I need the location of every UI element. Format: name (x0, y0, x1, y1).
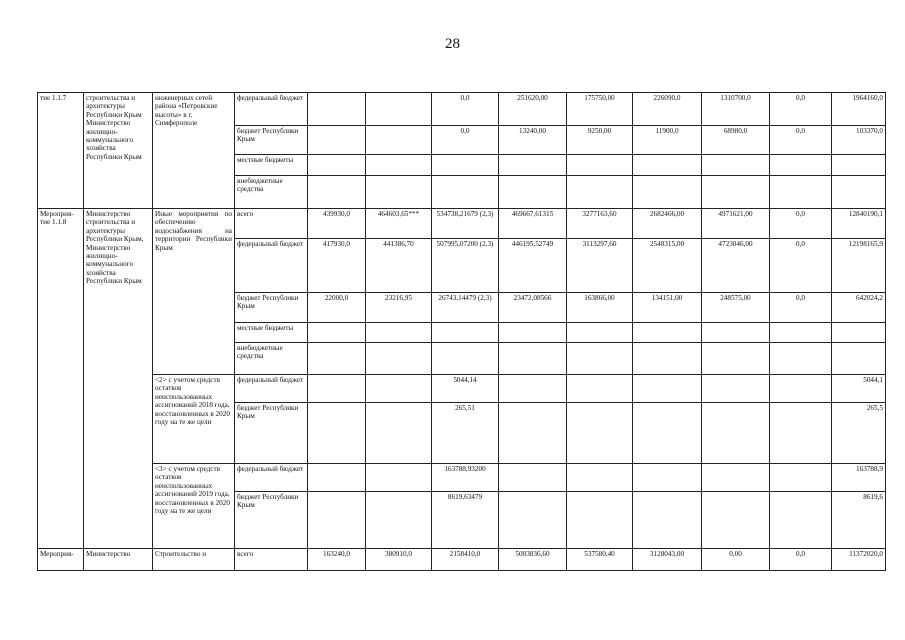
value-cell: 0,0 (432, 93, 499, 126)
value-cell: 163788,93200 (432, 464, 499, 492)
value-cell: 2548315,00 (633, 239, 702, 293)
table-row (38, 464, 886, 492)
value-cell: 23216,95 (366, 293, 432, 323)
value-cell (308, 126, 366, 155)
source-cell: федеральный бюджет (235, 375, 308, 403)
total-cell: 265,5 (832, 403, 886, 464)
value-cell: 417930,0 (308, 239, 366, 293)
description-cell: инженерных сетей района «Петровские высоты» в г. Симферополе (153, 93, 235, 209)
source-cell: федеральный бюджет (235, 464, 308, 492)
value-cell: 8619,63479 (432, 492, 499, 549)
value-cell: 265,51 (432, 403, 499, 464)
source-cell: всего (235, 549, 308, 571)
value-cell: 464603,65*** (366, 209, 432, 239)
value-cell: 2682466,00 (633, 209, 702, 239)
value-cell: 248575,00 (702, 293, 770, 323)
table-row (38, 209, 886, 239)
value-cell: 0,0 (432, 126, 499, 155)
source-cell: местные бюджеты (235, 323, 308, 343)
value-cell: 13240,00 (499, 126, 567, 155)
value-cell: 134151,00 (633, 293, 702, 323)
source-cell: внебюджетные средства (235, 176, 308, 209)
budget-table (37, 92, 886, 571)
executor-cell: строительства и архитектуры Республики Крым Министерство жилищно-коммунального хозяйства Республики Крым (84, 93, 153, 209)
value-cell: 251620,00 (499, 93, 567, 126)
table-row (38, 93, 886, 126)
value-cell: 507995,07200 (2,3) (432, 239, 499, 293)
page-number: 28 (445, 36, 460, 52)
value-cell: 68980,0 (702, 126, 770, 155)
value-cell: 0,00 (702, 549, 770, 571)
value-cell: 163866,00 (567, 293, 633, 323)
source-cell: федеральный бюджет (235, 93, 308, 126)
value-cell: 380910,0 (366, 549, 432, 571)
measure-label: Мероприя-тие 1.1.8 (38, 209, 84, 549)
description-cell: Иные мероприятия по обеспечению водоснабжения на территории Республики Крым (153, 209, 235, 375)
value-cell (308, 93, 366, 126)
value-cell: 23472,08566 (499, 293, 567, 323)
total-cell: 163788,9 (832, 464, 886, 492)
measure-label: Мероприя- (38, 549, 84, 571)
total-cell: 11372020,0 (832, 549, 886, 571)
value-cell: 0,0 (770, 549, 832, 571)
executor-cell: Министерство строительства и архитектуры Республики Крым, Министерство жилищно-коммунального хозяйства Республики Крым (84, 209, 153, 549)
value-cell: 11900,0 (633, 126, 702, 155)
source-cell: бюджет Республики Крым (235, 293, 308, 323)
total-cell: 8619,6 (832, 492, 886, 549)
value-cell: 0,0 (770, 93, 832, 126)
value-cell: 9250,00 (567, 126, 633, 155)
source-cell: бюджет Республики Крым (235, 126, 308, 155)
value-cell: 163240,0 (308, 549, 366, 571)
executor-cell: Министерство (84, 549, 153, 571)
table-row (38, 549, 886, 571)
value-cell: 1310700,0 (702, 93, 770, 126)
value-cell: 3113297,60 (567, 239, 633, 293)
total-cell: 1964160,0 (832, 93, 886, 126)
value-cell: 4971621,00 (702, 209, 770, 239)
value-cell: 5003836,60 (499, 549, 567, 571)
value-cell: 537580,40 (567, 549, 633, 571)
source-cell: местные бюджеты (235, 155, 308, 176)
value-cell: 226090,0 (633, 93, 702, 126)
source-cell: федеральный бюджет (235, 239, 308, 293)
source-cell: всего (235, 209, 308, 239)
value-cell (366, 93, 432, 126)
source-cell: бюджет Республики Крым (235, 403, 308, 464)
note-cell: <3> с учетом средств остатков неиспользованных ассигнований 2019 года, восстановленных в 2020 году на те же цели (153, 464, 235, 549)
value-cell: 3128043,00 (633, 549, 702, 571)
total-cell: 12840190,1 (832, 209, 886, 239)
total-cell: 5044,1 (832, 375, 886, 403)
value-cell: 26743,14479 (2,3) (432, 293, 499, 323)
description-cell: Строительство и (153, 549, 235, 571)
measure-label: тие 1.1.7 (38, 93, 84, 209)
total-cell: 103370,0 (832, 126, 886, 155)
value-cell: 2158410,0 (432, 549, 499, 571)
value-cell (366, 126, 432, 155)
source-cell: внебюджетные средства (235, 343, 308, 375)
value-cell: 22000,0 (308, 293, 366, 323)
value-cell: 3277163,60 (567, 209, 633, 239)
total-cell: 12198165,9 (832, 239, 886, 293)
value-cell: 5044,14 (432, 375, 499, 403)
table-row (38, 375, 886, 403)
value-cell: 534738,21679 (2,3) (432, 209, 499, 239)
total-cell: 642024,2 (832, 293, 886, 323)
note-cell: <2> с учетом средств остатков неиспользованных ассигнований 2018 года, восстановленных в 2020 году на те же цели (153, 375, 235, 464)
value-cell: 0,0 (770, 293, 832, 323)
value-cell: 439930,0 (308, 209, 366, 239)
source-cell: бюджет Республики Крым (235, 492, 308, 549)
value-cell: 469667,61315 (499, 209, 567, 239)
value-cell: 0,0 (770, 239, 832, 293)
value-cell: 441386,70 (366, 239, 432, 293)
value-cell: 446195,52749 (499, 239, 567, 293)
value-cell: 175750,00 (567, 93, 633, 126)
value-cell: 0,0 (770, 209, 832, 239)
value-cell: 0,0 (770, 126, 832, 155)
value-cell: 4723046,00 (702, 239, 770, 293)
